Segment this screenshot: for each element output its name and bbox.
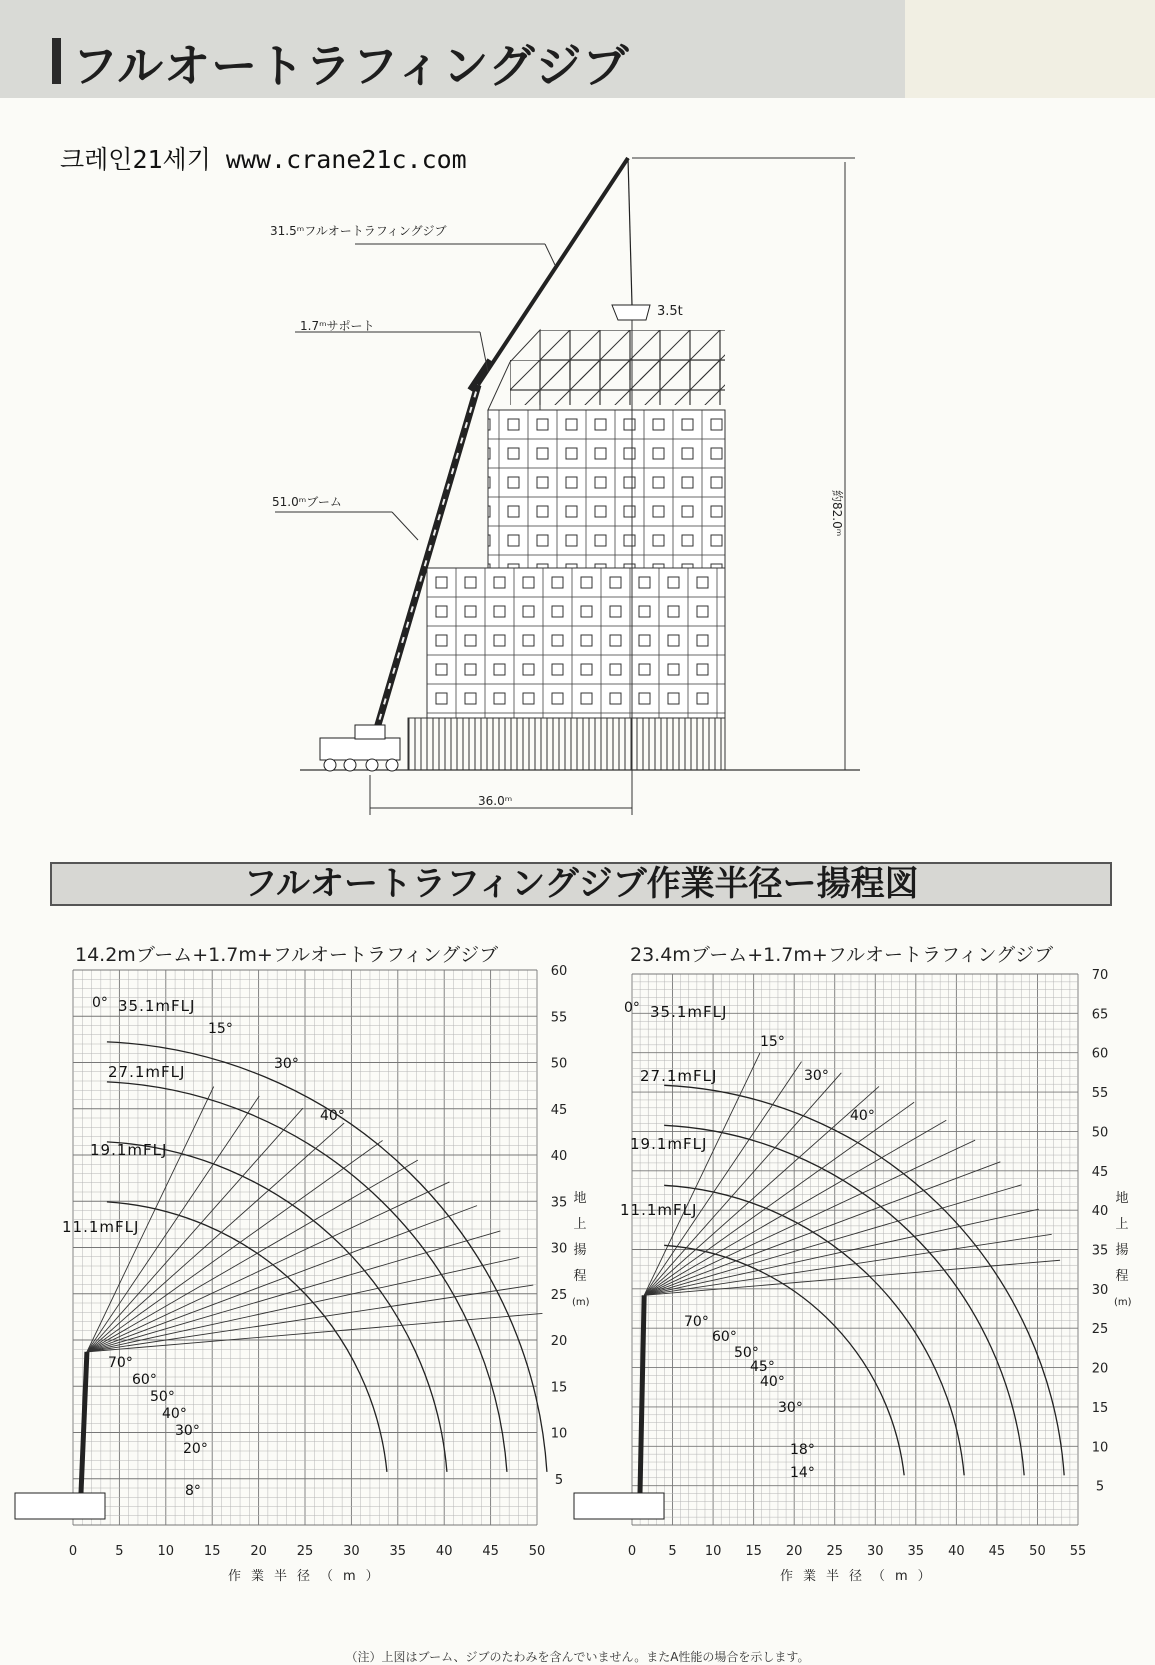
boom-angle-label: 40° xyxy=(162,1406,187,1422)
jib-angle-label: 15° xyxy=(208,1021,233,1037)
y-caption-char: 上 xyxy=(573,1217,587,1232)
jib-angle-line xyxy=(644,1209,1039,1295)
boom-angle-label: 20° xyxy=(183,1441,208,1457)
left-x-caption: 作業半径（m） xyxy=(228,1569,389,1584)
right-y-caption xyxy=(1114,1186,1130,1316)
crane-boom xyxy=(640,1295,644,1493)
envelope-curve xyxy=(664,1245,904,1475)
jib-length-label: 27.1mFLJ xyxy=(108,1063,186,1081)
boom-angle-label: 30° xyxy=(778,1400,803,1416)
x-tick-label: 10 xyxy=(704,1544,722,1559)
y-tick-label: 45 xyxy=(1091,1164,1109,1180)
y-caption-char: 揚 xyxy=(1115,1243,1129,1258)
jib-length-label: 35.1mFLJ xyxy=(118,997,196,1015)
jib-angle-line xyxy=(87,1182,449,1352)
x-tick-label: 25 xyxy=(296,1544,314,1559)
jib-angle-label: 0° xyxy=(92,995,108,1011)
y-tick-label: 5 xyxy=(554,1472,564,1488)
boom-angle-label: 30° xyxy=(175,1423,200,1439)
envelope-curve xyxy=(107,1202,387,1472)
y-tick-label: 20 xyxy=(1091,1361,1109,1377)
left-chart-title: 14.2mブーム+1.7m+フルオートラフィングジブ xyxy=(75,944,499,966)
page-title: フルオートラフィングジブ xyxy=(72,39,630,93)
jib-angle-line xyxy=(644,1185,1021,1295)
boom-angle-label: 60° xyxy=(132,1372,157,1388)
x-tick-label: 45 xyxy=(482,1544,499,1559)
jib-length-label: 11.1mFLJ xyxy=(620,1201,698,1219)
y-caption-char: 揚 xyxy=(573,1243,587,1258)
y-tick-label: 15 xyxy=(550,1380,568,1396)
y-tick-label: 10 xyxy=(550,1426,568,1442)
x-tick-label: 55 xyxy=(1069,1544,1087,1559)
jib-angle-label: 40° xyxy=(850,1108,875,1124)
section-title: フルオートラフィングジブ作業半径ー揚程図 xyxy=(243,864,919,904)
x-tick-label: 5 xyxy=(668,1544,677,1559)
x-tick-label: 40 xyxy=(435,1544,453,1559)
y-tick-label: 10 xyxy=(1091,1440,1109,1456)
x-tick-label: 20 xyxy=(785,1544,803,1559)
right-chart-title: 23.4mブーム+1.7m+フルオートラフィングジブ xyxy=(630,944,1054,966)
y-tick-label: 35 xyxy=(550,1195,568,1211)
jib-length-label: 27.1mFLJ xyxy=(640,1067,718,1085)
y-tick-label: 65 xyxy=(1091,1007,1109,1023)
y-tick-label: 45 xyxy=(550,1102,568,1118)
x-tick-label: 20 xyxy=(250,1544,267,1559)
x-tick-label: 50 xyxy=(528,1544,546,1559)
y-caption-char: 地 xyxy=(1115,1191,1129,1206)
y-tick-label: 60 xyxy=(550,964,568,979)
x-tick-label: 25 xyxy=(826,1544,844,1559)
left-y-caption xyxy=(572,1186,588,1316)
right-chart xyxy=(560,960,1155,1560)
y-caption-char: 程 xyxy=(1115,1269,1129,1284)
x-tick-label: 15 xyxy=(745,1544,762,1559)
jib-angle-line xyxy=(87,1206,477,1352)
y-tick-label: 60 xyxy=(1091,1046,1109,1062)
x-tick-label: 0 xyxy=(68,1544,78,1559)
y-tick-label: 70 xyxy=(1091,968,1109,983)
y-tick-label: 15 xyxy=(1091,1400,1109,1416)
boom-angle-label: 40° xyxy=(760,1374,785,1390)
label-height: 約82.0ᵐ xyxy=(830,490,844,537)
crane-body xyxy=(15,1493,105,1519)
envelope-curve xyxy=(664,1085,1064,1475)
y-tick-label: 50 xyxy=(1091,1125,1109,1141)
y-caption-char: 地 xyxy=(573,1191,587,1206)
jib-angle-line xyxy=(644,1053,760,1295)
boom-angle-label: 18° xyxy=(790,1442,815,1458)
x-tick-label: 30 xyxy=(866,1544,884,1559)
y-tick-label: 25 xyxy=(1091,1322,1109,1338)
y-tick-label: 35 xyxy=(1091,1243,1109,1259)
jib-angle-line xyxy=(87,1313,543,1351)
y-tick-label: 50 xyxy=(550,1056,568,1072)
crane-body xyxy=(574,1493,664,1519)
x-tick-label: 10 xyxy=(157,1544,175,1559)
jib-angle-line xyxy=(644,1162,1000,1296)
y-tick-label: 25 xyxy=(550,1287,568,1303)
label-jib: 31.5ᵐフルオートラフィングジブ xyxy=(270,224,447,238)
jib-angle-label: 0° xyxy=(624,1000,640,1016)
footnote: （注）上図はブーム、ジブのたわみを含んでいません。またA性能の場合を示します。 xyxy=(345,1650,810,1664)
boom-angle-label: 8° xyxy=(185,1483,201,1499)
right-x-caption: 作業半径（m） xyxy=(780,1569,941,1584)
y-caption-char: 程 xyxy=(573,1269,587,1284)
y-tick-label: 40 xyxy=(1091,1204,1109,1220)
jib-angle-line xyxy=(644,1260,1060,1295)
boom-angle-label: 45° xyxy=(750,1359,775,1375)
y-tick-label: 55 xyxy=(1091,1086,1109,1102)
label-boom: 51.0ᵐブーム xyxy=(272,495,342,509)
y-tick-label: 30 xyxy=(550,1241,568,1257)
jib-angle-line xyxy=(87,1257,519,1351)
jib-angle-line xyxy=(644,1073,841,1296)
crane-boom xyxy=(81,1352,87,1493)
x-tick-label: 35 xyxy=(907,1544,925,1559)
y-caption-char: 上 xyxy=(1115,1217,1129,1232)
x-tick-label: 35 xyxy=(389,1544,407,1559)
jib-angle-line xyxy=(87,1160,418,1352)
jib-angle-label: 40° xyxy=(320,1108,345,1124)
y-caption-char: (m) xyxy=(572,1297,590,1308)
y-tick-label: 20 xyxy=(550,1334,568,1349)
jib-length-label: 35.1mFLJ xyxy=(650,1003,728,1021)
x-tick-label: 15 xyxy=(203,1544,221,1559)
jib-angle-label: 30° xyxy=(274,1056,299,1072)
envelope-curve xyxy=(664,1185,964,1475)
jib-length-label: 19.1mFLJ xyxy=(630,1135,708,1153)
jib-length-label: 11.1mFLJ xyxy=(62,1218,140,1236)
watermark-text: 크레인21세기 www.crane21c.com xyxy=(60,145,467,174)
x-tick-label: 50 xyxy=(1029,1544,1046,1559)
boom-angle-label: 70° xyxy=(684,1314,709,1330)
x-tick-label: 45 xyxy=(988,1544,1006,1559)
jib-angle-label: 30° xyxy=(804,1068,829,1084)
label-radius: 36.0ᵐ xyxy=(478,794,513,808)
boom-angle-label: 50° xyxy=(734,1345,759,1361)
boom-angle-label: 50° xyxy=(150,1389,175,1405)
y-caption-char: (m) xyxy=(1114,1297,1132,1308)
jib-angle-label: 15° xyxy=(760,1034,785,1050)
y-tick-label: 30 xyxy=(1091,1282,1109,1298)
x-tick-label: 5 xyxy=(115,1544,124,1559)
y-tick-label: 55 xyxy=(550,1010,568,1026)
x-tick-label: 0 xyxy=(627,1544,637,1559)
label-load: 3.5t xyxy=(657,304,683,319)
boom-angle-label: 60° xyxy=(712,1329,737,1345)
boom-angle-label: 70° xyxy=(108,1355,133,1371)
jib-angle-line xyxy=(87,1231,500,1352)
y-tick-label: 5 xyxy=(1095,1479,1105,1495)
y-tick-label: 40 xyxy=(550,1149,568,1164)
boom-angle-label: 14° xyxy=(790,1465,815,1481)
jib-length-label: 19.1mFLJ xyxy=(90,1141,168,1159)
x-tick-label: 40 xyxy=(948,1544,965,1559)
label-support: 1.7ᵐサポート xyxy=(300,319,375,333)
left-chart xyxy=(0,960,580,1560)
x-tick-label: 30 xyxy=(343,1544,360,1559)
